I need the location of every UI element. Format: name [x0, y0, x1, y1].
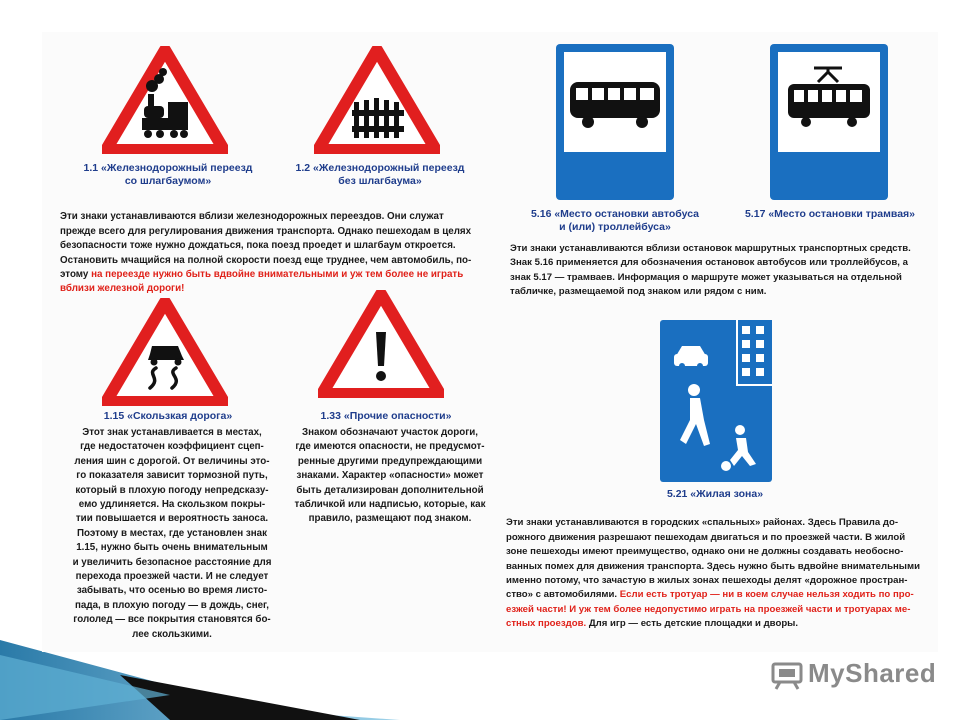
railway-paragraph: Эти знаки устанавливаются вблизи железнодорожных переездов. Они служат прежде всего для регулирования движения транспорта. Однако пешеходам в целях безопасности тоже нужно дождаться, пока поезд проедет и шлагбаум откроется. Остановить мчащийся на полной скорости поезд еще труднее, чем автомобиль, по- этому: [60, 211, 472, 281]
caption-line: без шлагбаума»: [338, 175, 422, 187]
railway-text: [60, 196, 500, 297]
slippery-text: Этот знак устанавливается в местах, где недостаточен коэффициент сцеп- ления шин с дорогой. От величины это- го показателя зависит тормозной путь, который в плохую погоду непредсказу- емо удлиняется. На скользком покры- тии повышается и вероятность заноса. Поэтому в местах, где установлен знак 1.15, нужно быть очень внимательным и увеличить безопасное расстояние для перехода проезжей части. И не следует забывать, что осенью во время листо- пада, в плохую погоду — в дождь, снег, гололед — все покрытия становятся бо- лее скользкими.: [72, 427, 272, 640]
living-zone-sign: [660, 320, 772, 482]
danger-text: Знаком обозначают участок дороги, где имеются опасности, не предусмот- ренные другими предупреждающими знаками. Характер «опасности» может быть детализирован дополнительной табличкой или надписью, которые, как правило, размещают под знаком.: [294, 427, 486, 525]
sign-1-15-caption: 1.15 «Скользкая дорога»: [103, 410, 233, 422]
living-zone-warning: Если есть тротуар — ни в коем случае нельзя ходить по про- езжей части! И уж тем более недопустимо играть на проезжей части и тротуарах ме- стных проездов.: [506, 589, 914, 630]
slippery-road-sign: [102, 298, 228, 406]
living-zone-text: [506, 502, 936, 632]
other-dangers-sign: [318, 290, 444, 398]
sign-1-33-caption: 1.33 «Прочие опасности»: [320, 410, 452, 422]
sign-5-16-caption: [510, 208, 720, 234]
sign-5-17-caption: 5.17 «Место остановки трамвая»: [744, 208, 916, 220]
caption-line: и (или) троллейбуса»: [559, 221, 671, 233]
railway-crossing-without-barrier-sign: [314, 46, 440, 154]
railway-warning: на переезде нужно быть вдвойне внимательными и уж тем более не играть вблизи железной дороги!: [60, 269, 464, 295]
sign-5-21-caption: 5.21 «Жилая зона»: [666, 488, 764, 500]
living-zone-ending: Для игр — есть детские площадки и дворы.: [586, 618, 799, 630]
tram-stop-sign: [770, 44, 888, 200]
bus-stop-sign: [556, 44, 674, 200]
projector-icon: [770, 660, 804, 690]
watermark-logo: MyShared: [808, 658, 937, 688]
caption-line: со шлагбаумом»: [124, 175, 212, 187]
railway-crossing-with-barrier-sign: [102, 46, 228, 154]
stops-text: Эти знаки устанавливаются вблизи остановок маршрутных транспортных средств. Знак 5.16 применяется для обозначения остановок автобусов или троллейбусов, а знак 5.17 — трамваев. Информация о маршруте может указываться на отдельной табличке, размещаемой под знаком или рядом с ним.: [510, 243, 911, 298]
caption-line: 1.1 «Железнодорожный переезд: [83, 162, 253, 174]
sign-1-2-caption: [280, 162, 480, 188]
sign-1-1-caption: [68, 162, 268, 188]
caption-line: 5.16 «Место остановки автобуса: [530, 208, 700, 220]
caption-line: 1.2 «Железнодорожный переезд: [295, 162, 465, 174]
living-zone-paragraph: Эти знаки устанавливаются в городских «спальных» районах. Здесь Правила до- рожного движения разрешают пешеходам двигаться и по проезжей части. В жилой зоне пешеходы имеют преимущество, однако они не должны создавать необосно- ванных помех для движения транспорта. Здесь нужно быть вдвойне внимательными именно потому, что зачастую в жилых зонах пешеходы делят «дорожное простран- ство» с автомобилями.: [506, 517, 920, 601]
